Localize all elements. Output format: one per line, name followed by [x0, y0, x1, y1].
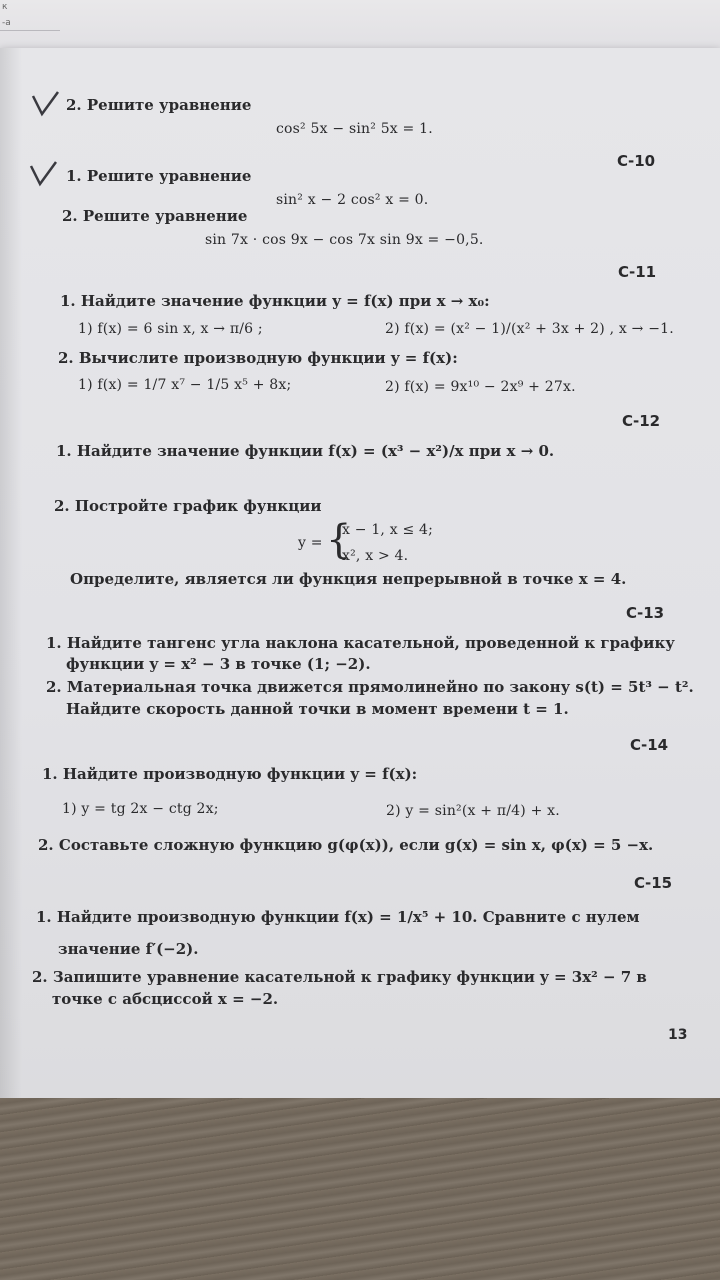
piecewise-brace: { [326, 517, 352, 563]
problem-line: 1. Найдите тангенс угла наклона касательной, проведенной к графику [46, 634, 675, 652]
section-label: С-11 [618, 263, 657, 281]
formula-line: 2) f(x) = 9x¹⁰ − 2x⁹ + 27x. [385, 379, 576, 395]
section-label: С-15 [634, 874, 673, 892]
formula-line: 1) f(x) = 6 sin x, x → π/6 ; [78, 321, 263, 337]
formula-line: 2) f(x) = (x² − 1)/(x² + 3x + 2) , x → −1. [385, 321, 674, 337]
problem-line: 2. Запишите уравнение касательной к графику функции y = 3x² − 7 в [32, 968, 647, 986]
page-shadow [0, 48, 22, 1098]
page-number: 13 [668, 1027, 688, 1043]
problem-line: Найдите скорость данной точки в момент времени t = 1. [66, 700, 569, 718]
problem-line: функции y = x² − 3 в точке (1; −2). [66, 655, 371, 673]
problem-line: 2. Постройте график функции [54, 497, 322, 515]
formula-line: x − 1, x ≤ 4; [342, 522, 434, 538]
problem-line: 1. Найдите значение функции f(x) = (x³ − x²)/x при x → 0. [56, 442, 555, 460]
wooden-floor [0, 1098, 720, 1280]
section-label: С-14 [630, 736, 669, 754]
formula-line: 1) y = tg 2x − ctg 2x; [62, 801, 219, 817]
pencil-check-icon [28, 160, 60, 190]
formula-line: sin² x − 2 cos² x = 0. [276, 192, 429, 208]
problem-line: 2. Решите уравнение [66, 96, 252, 114]
formula-line: 2) y = sin²(x + π/4) + x. [386, 803, 560, 819]
problem-line: 1. Найдите значение функции y = f(x) при x → x₀: [60, 292, 490, 310]
formula-line: x², x > 4. [342, 548, 409, 564]
problem-line: 1. Решите уравнение [66, 167, 252, 185]
problem-line: 2. Материальная точка движется прямолинейно по закону s(t) = 5t³ − t². [46, 678, 694, 696]
sheet-mark: -а [2, 18, 11, 28]
section-label: С-12 [622, 412, 661, 430]
sheet-mark: к [2, 2, 8, 12]
problem-line: точке с абсциссой x = −2. [52, 990, 279, 1008]
problem-line: 1. Найдите производную функции y = f(x): [42, 765, 418, 783]
section-label: С-10 [617, 152, 656, 170]
formula-line: 1) f(x) = 1/7 x⁷ − 1/5 x⁵ + 8x; [78, 377, 292, 393]
formula-line: y = [298, 535, 323, 551]
sheet-rule [0, 30, 60, 31]
section-label: С-13 [626, 604, 665, 622]
formula-line: sin 7x · cos 9x − cos 7x sin 9x = −0,5. [205, 232, 484, 248]
problem-line: Определите, является ли функция непрерывной в точке x = 4. [70, 570, 627, 588]
problem-line: значение f′(−2). [58, 940, 199, 958]
formula-line: cos² 5x − sin² 5x = 1. [276, 121, 433, 137]
problem-line: 2. Решите уравнение [62, 207, 248, 225]
problem-line: 2. Вычислите производную функции y = f(x): [58, 349, 458, 367]
problem-line: 2. Составьте сложную функцию g(φ(x)), если g(x) = sin x, φ(x) = 5 −x. [38, 836, 654, 854]
problem-line: 1. Найдите производную функции f(x) = 1/x⁵ + 10. Сравните с нулем [36, 908, 640, 926]
pencil-check-icon [30, 90, 62, 120]
